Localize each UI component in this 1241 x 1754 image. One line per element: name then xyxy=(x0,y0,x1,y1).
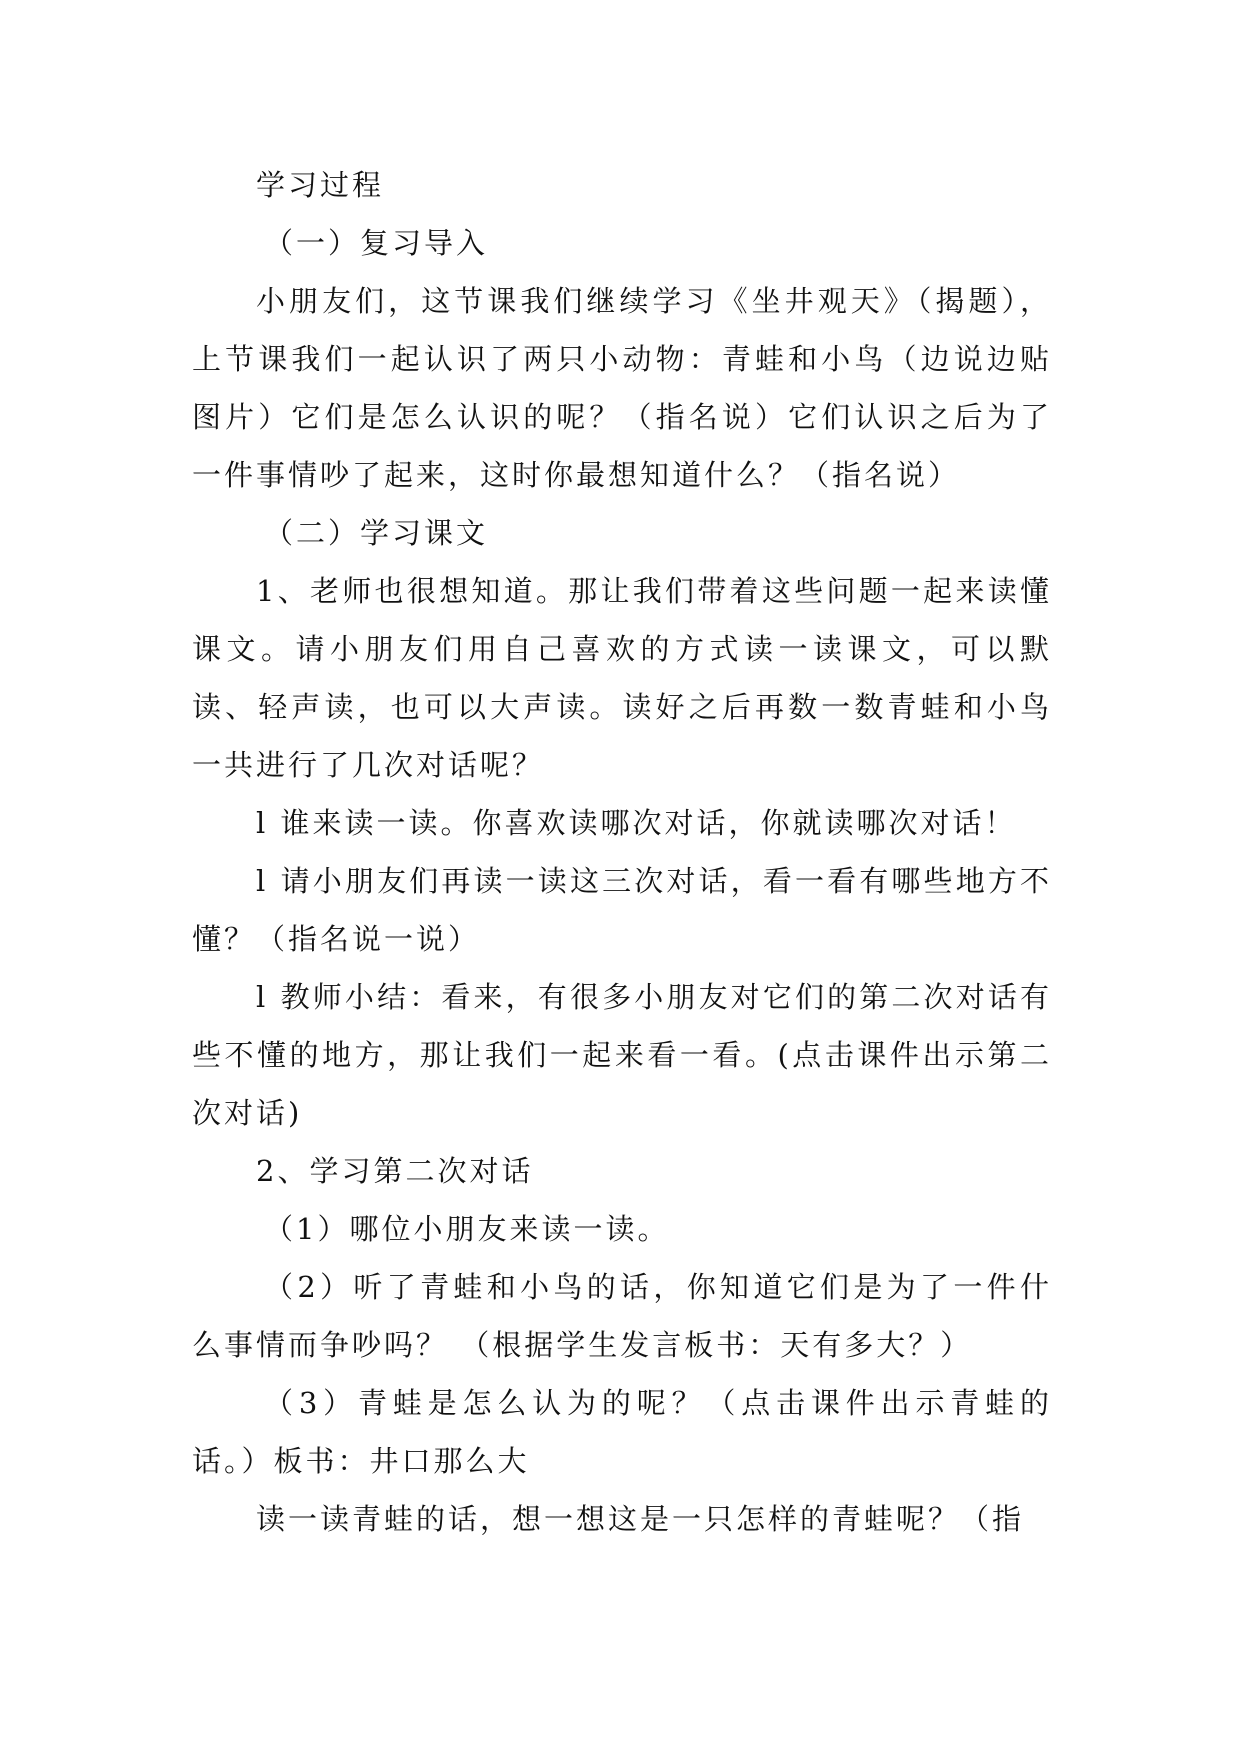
item-2: （2）听了青蛙和小鸟的话，你知道它们是为了一件什么事情而争吵吗？ （根据学生发言板书：天有多大？） xyxy=(192,1270,1052,1362)
document-body xyxy=(192,156,1052,1548)
bullet-teacher-summary: l 教师小结：看来，有很多小朋友对它们的第二次对话有些不懂的地方，那让我们一起来看一看。(点击课件出示第二次对话) xyxy=(192,980,1052,1130)
item-1: （1）哪位小朋友来读一读。 xyxy=(264,1212,670,1246)
paragraph-intro: 小朋友们，这节课我们继续学习《坐井观天》（揭题），上节课我们一起认识了两只小动物：青蛙和小鸟（边说边贴图片）它们是怎么认识的呢？（指名说）它们认识之后为了一件事情吵了起来，这时你最想知道什么？（指名说） xyxy=(192,284,1052,492)
item-3: （3）青蛙是怎么认为的呢？（点击课件出示青蛙的话。）板书：井口那么大 xyxy=(192,1386,1052,1478)
section-heading-learn-text: （二）学习课文 xyxy=(264,516,489,550)
heading-learning-process: 学习过程 xyxy=(256,168,385,202)
section-heading-review: （一）复习导入 xyxy=(264,226,489,260)
bullet-reread-dialogues: l 请小朋友们再读一读这三次对话，看一看有哪些地方不懂？（指名说一说） xyxy=(192,864,1052,956)
section-heading-second-dialogue: 2、学习第二次对话 xyxy=(256,1154,534,1188)
bullet-read-dialogue: l 谁来读一读。你喜欢读哪次对话，你就读哪次对话！ xyxy=(256,806,1017,840)
paragraph-frog-question: 读一读青蛙的话，想一想这是一只怎样的青蛙呢？（指 xyxy=(256,1502,1025,1536)
paragraph-step-1: 1、老师也很想知道。那让我们带着这些问题一起来读懂课文。请小朋友们用自己喜欢的方式读一读课文，可以默读、轻声读，也可以大声读。读好之后再数一数青蛙和小鸟一共进行了几次对话呢？ xyxy=(192,574,1052,782)
